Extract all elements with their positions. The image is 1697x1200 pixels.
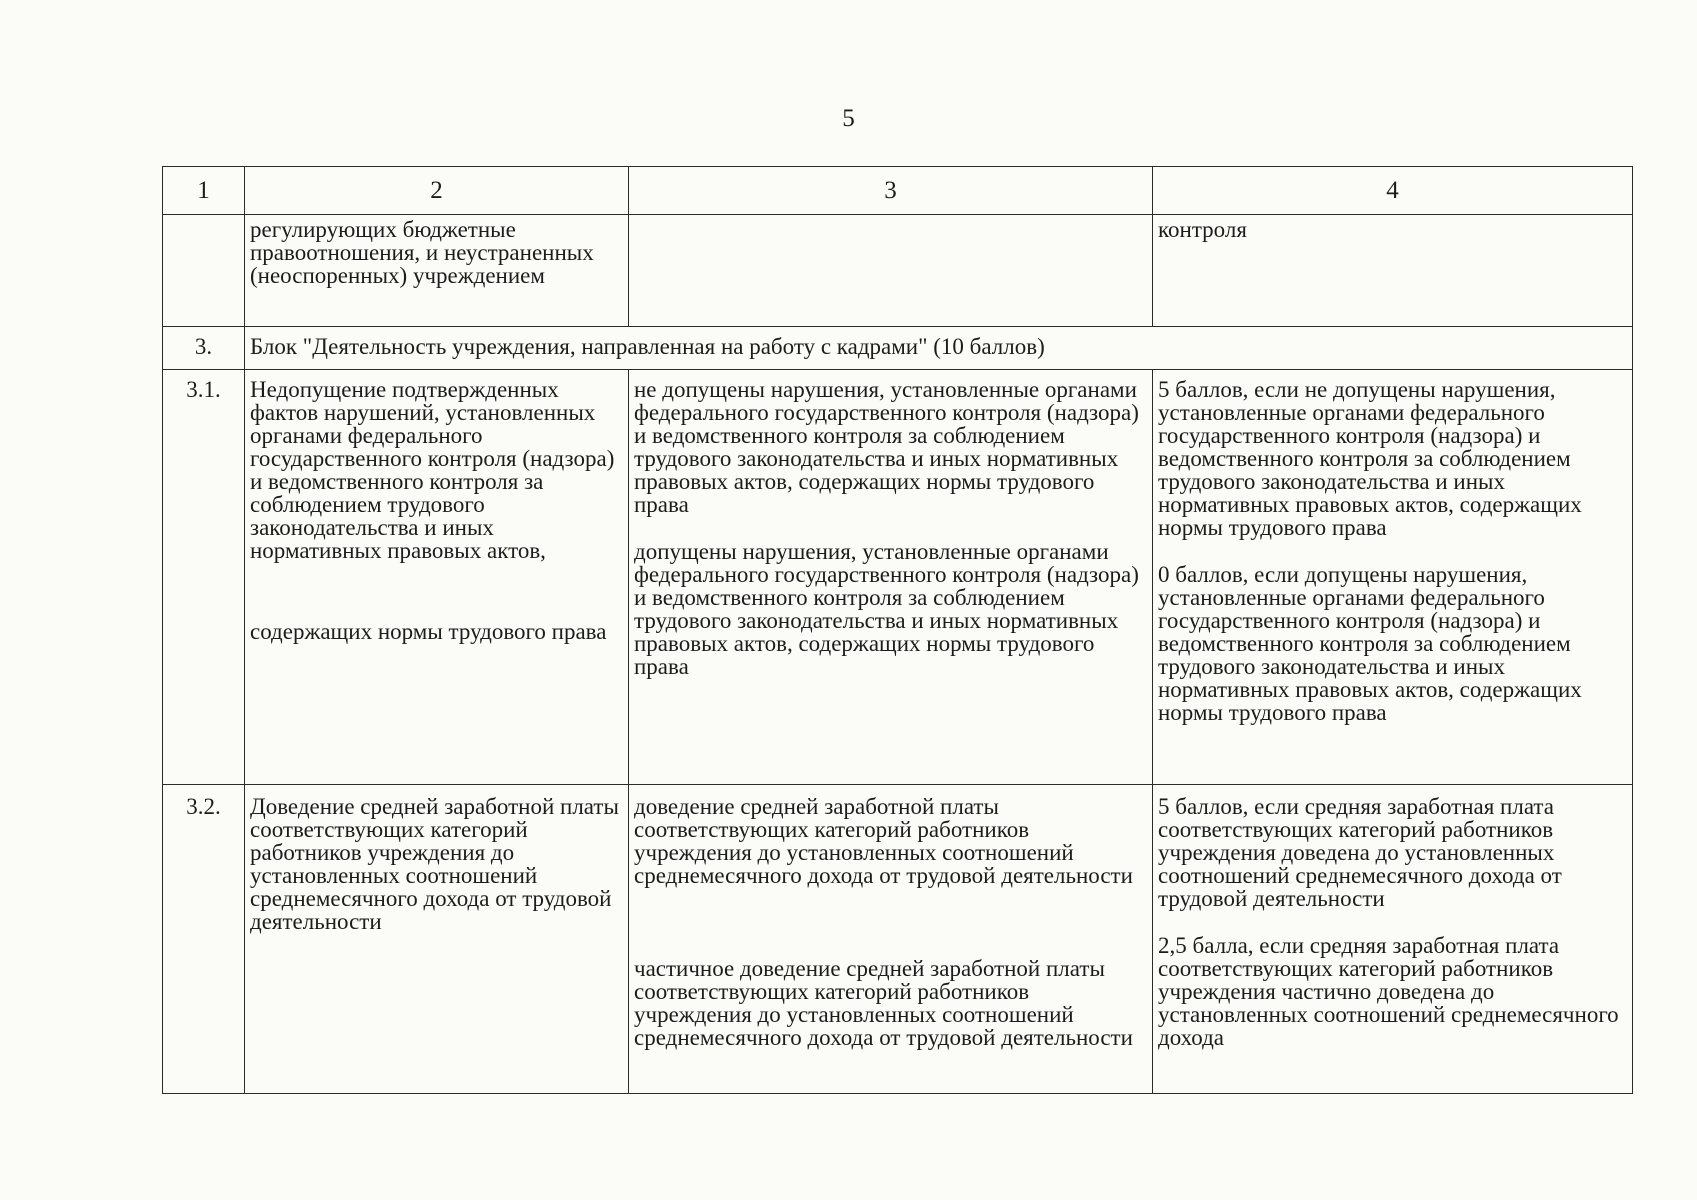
page-number: 5: [842, 105, 855, 132]
criterion-cell: [245, 370, 629, 785]
criterion-text: Доведение средней заработной платы соответствующих категорий работников учреждения до установленных соотношений среднемесячного дохода от трудовой деятельности: [250, 794, 619, 934]
continuation-criterion: регулирующих бюджетные правоотношения, и неустраненных (неоспоренных) учреждением: [245, 215, 629, 327]
condition-text: доведение средней заработной платы соответствующих категорий работников учреждения до установленных соотношений среднемесячного дохода от трудовой деятельности: [634, 794, 1133, 888]
score-text: 5 баллов, если средняя заработная плата соответствующих категорий работников учреждения доведена до установленных соотношений среднемесячного дохода от трудовой деятельности: [1158, 794, 1562, 911]
condition-text: не допущены нарушения, установленные органами федерального государственного контроля (надзора) и ведомственного контроля за соблюдением трудового законодательства и иных нормативных правовых актов, содержащих нормы трудового права: [634, 377, 1139, 517]
column-number-2: 2: [245, 167, 629, 215]
continuation-row: [163, 215, 1633, 327]
criterion-cell: [245, 785, 629, 1094]
continuation-score: контроля: [1153, 215, 1633, 327]
score-cell: [1153, 370, 1633, 785]
row-number: 3.1.: [163, 370, 245, 785]
table-row: [163, 370, 1633, 785]
condition-text: частичное доведение средней заработной платы соответствующих категорий работников учреждения до установленных соотношений среднемесячного дохода от трудовой деятельности: [634, 956, 1133, 1050]
table-row: [163, 785, 1633, 1094]
block-title: Блок "Деятельность учреждения, направленная на работу с кадрами" (10 баллов): [245, 327, 1633, 370]
column-number-4: 4: [1153, 167, 1633, 215]
criteria-table: [162, 166, 1633, 1094]
score-cell: [1153, 785, 1633, 1094]
table-header-row: [163, 167, 1633, 215]
score-text: 0 баллов, если допущены нарушения, установленные органами федерального государственного контроля (надзора) и ведомственного контроля за соблюдением трудового законодательства и иных нормативных правовых актов, содержащих нормы трудового права: [1158, 562, 1582, 725]
block-row: [163, 327, 1633, 370]
column-number-1: 1: [163, 167, 245, 215]
criterion-text: Недопущение подтвержденных фактов нарушений, установленных органами федерального государственного контроля (надзора) и ведомственного контроля за соблюдением трудового законодательства и иных нормативных правовых актов,: [250, 377, 615, 563]
continuation-condition: [629, 215, 1153, 327]
column-number-3: 3: [629, 167, 1153, 215]
condition-cell: [629, 370, 1153, 785]
condition-cell: [629, 785, 1153, 1094]
score-text: 5 баллов, если не допущены нарушения, установленные органами федерального государственного контроля (надзора) и ведомственного контроля за соблюдением трудового законодательства и иных нормативных правовых актов, содержащих нормы трудового права: [1158, 377, 1582, 540]
score-text: 2,5 балла, если средняя заработная плата соответствующих категорий работников учреждения частично доведена до установленных соотношений среднемесячного дохода: [1158, 933, 1619, 1050]
block-number: 3.: [163, 327, 245, 370]
row-number: 3.2.: [163, 785, 245, 1094]
criterion-text: содержащих нормы трудового права: [250, 619, 607, 644]
condition-text: допущены нарушения, установленные органами федерального государственного контроля (надзора) и ведомственного контроля за соблюдением трудового законодательства и иных нормативных правовых актов, содержащих нормы трудового права: [634, 539, 1139, 679]
continuation-number-cell: [163, 215, 245, 327]
